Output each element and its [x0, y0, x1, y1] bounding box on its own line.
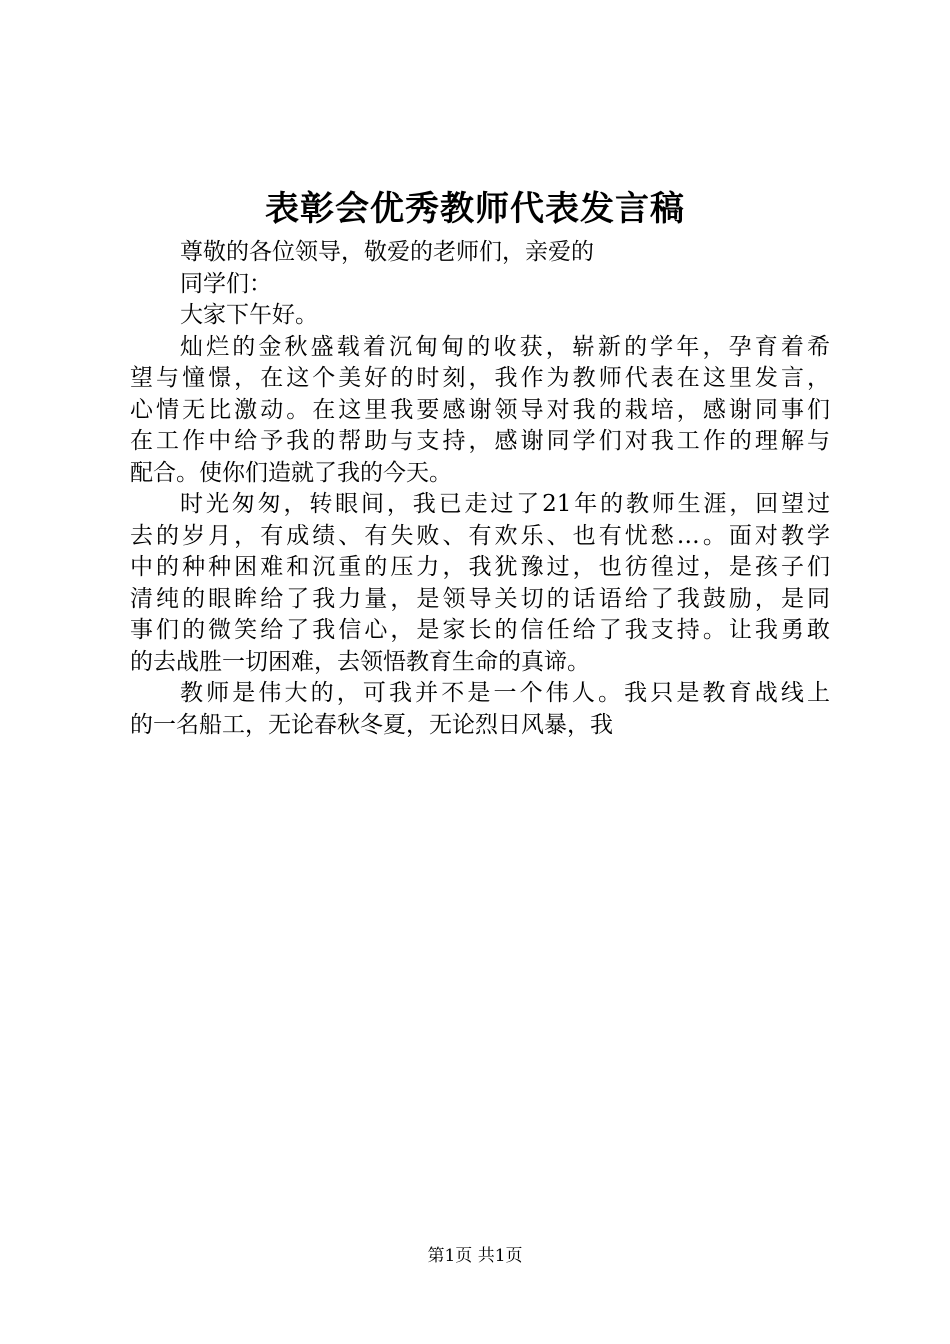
text-line: 去的岁月，有成绩、有失败、有欢乐、也有忧愁…。面对教学	[130, 522, 830, 549]
text-line: 心情无比激动。在这里我要感谢领导对我的栽培，感谢同事们	[130, 396, 830, 423]
text-line: 配合。使你们造就了我的今天。	[130, 459, 452, 486]
text-line: 的一名船工，无论春秋冬夏，无论烈日风暴，我	[130, 711, 613, 738]
text-line: 的去战胜一切困难，去领悟教育生命的真谛。	[130, 648, 590, 675]
document-body	[130, 237, 830, 741]
text-line: 在工作中给予我的帮助与支持，感谢同学们对我工作的理解与	[130, 428, 830, 454]
text-line: 时光匆匆，转眼间，我已走过了21年的教师生涯，回望过	[180, 491, 830, 517]
text-line: 大家下午好。	[180, 302, 318, 328]
document-title: 表彰会优秀教师代表发言稿	[265, 189, 685, 229]
text-line: 事们的微笑给了我信心，是家长的信任给了我支持。让我勇敢	[130, 617, 830, 643]
text-line: 尊敬的各位领导，敬爱的老师们，亲爱的	[180, 239, 594, 265]
text-line: 中的种种困难和沉重的压力，我犹豫过，也彷徨过，是孩子们	[130, 554, 830, 580]
page-footer: 第1页 共1页	[427, 1246, 523, 1266]
text-line: 教师是伟大的，可我并不是一个伟人。我只是教育战线上	[180, 680, 830, 706]
text-line: 望与憧憬，在这个美好的时刻，我作为教师代表在这里发言，	[130, 365, 830, 391]
text-line: 同学们：	[180, 270, 272, 297]
text-line: 清纯的眼眸给了我力量，是领导关切的话语给了我鼓励，是同	[130, 585, 830, 612]
text-line: 灿烂的金秋盛载着沉甸甸的收获，崭新的学年，孕育着希	[180, 333, 830, 360]
